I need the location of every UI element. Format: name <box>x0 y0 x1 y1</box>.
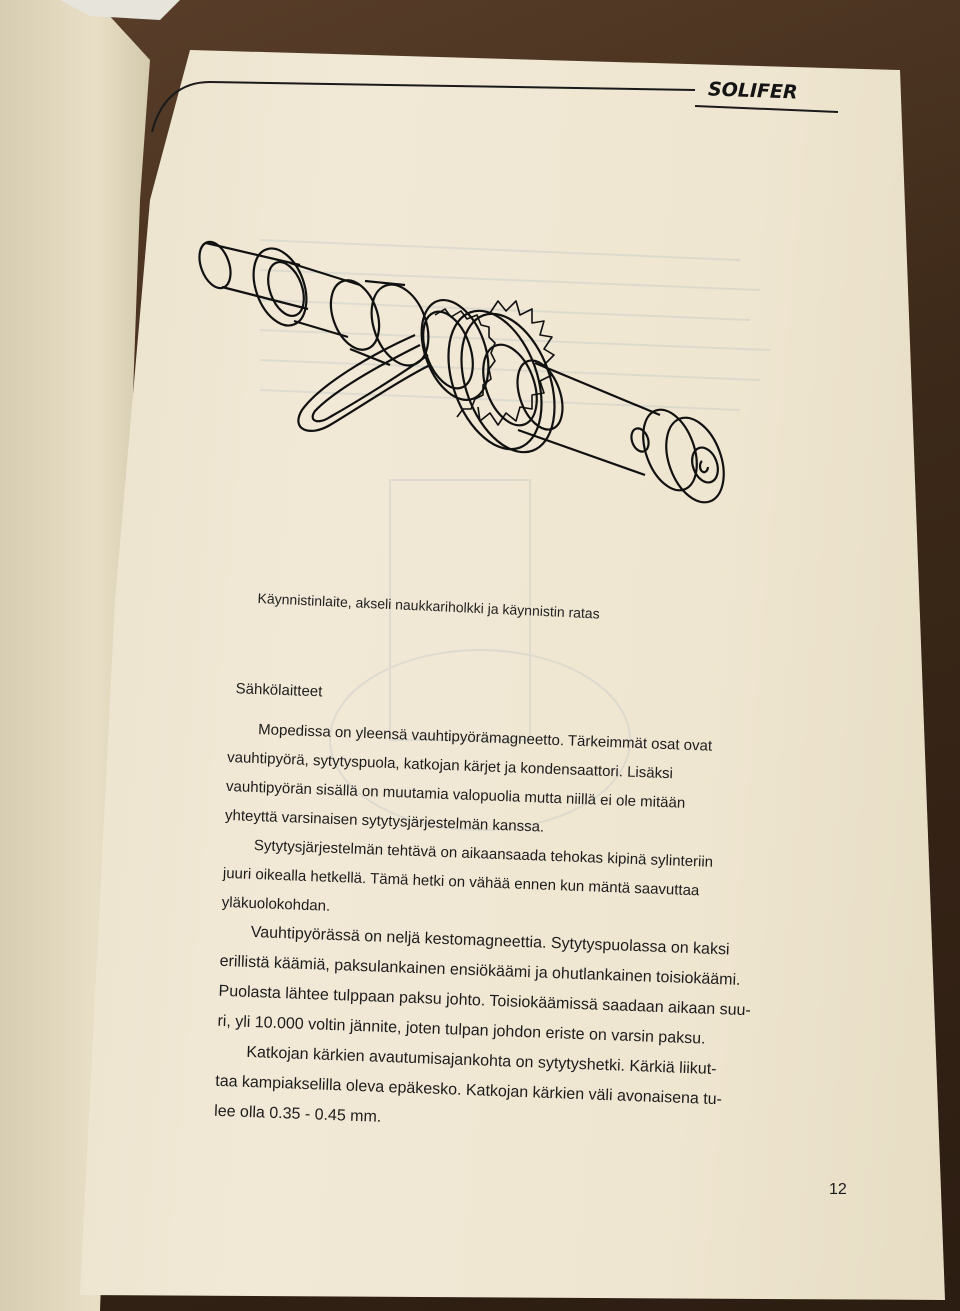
section-heading: Sähkölaitteet <box>235 680 323 701</box>
text-line: Mopedissa on yleensä vauhtipyörämagneetto. Tärkeimmät osat ovat <box>257 721 713 755</box>
text-line: Katkojan kärkien avautumisajankohta on sytytyshetki. Kärkiä liikut- <box>246 1043 717 1079</box>
brand-logo: SOLIFER <box>707 78 798 104</box>
text-line: Sytytysjärjestelmän tehtävä on aikaansaada tehokas kipinä sylinteriin <box>253 836 714 871</box>
figure-caption: Käynnistinlaite, akseli naukkariholkki ja käynnistin ratas <box>257 590 601 622</box>
text-line: vauhtipyörän sisällä on muutamia valopuolia mutta niillä ei ole mitään <box>225 777 686 812</box>
text-line: erillistä käämiä, paksulankainen ensiökäämi ja ohutlankainen toisiokäämi. <box>219 952 741 989</box>
text-line: yläkuolokohdan. <box>221 893 331 915</box>
paragraph-magneto <box>225 714 829 852</box>
paragraph-flywheel <box>217 917 821 1059</box>
body-text <box>214 680 830 1149</box>
text-line: yhteyttä varsinaisen sytytysjärjestelmän kanssa. <box>224 806 545 836</box>
kickstart-shaft-illustration <box>190 225 750 535</box>
text-line: Vauhtipyörässä on neljä kestomagneettia. Sytytyspuolassa on kaksi <box>250 923 730 959</box>
text-line: ri, yli 10.000 voltin jännite, joten tulpan johdon eriste on varsin paksu. <box>217 1012 706 1048</box>
text-line: taa kampiakselilla oleva epäkesko. Katkojan kärkien väli avonaisena tu- <box>214 1072 723 1109</box>
text-line: vauhtipyörä, sytytyspuola, katkojan kärjet ja kondensaattori. Lisäksi <box>226 748 674 783</box>
page-number: 12 <box>829 1181 847 1198</box>
text-line: Puolasta lähtee tulppaan paksu johto. Toisiokäämissä saadaan aikaan suu- <box>218 982 752 1020</box>
text-line: juuri oikealla hetkellä. Tämä hetki on vähää ennen kun mäntä saavuttaa <box>222 864 700 900</box>
text-line: lee olla 0.35 - 0.45 mm. <box>213 1102 382 1126</box>
